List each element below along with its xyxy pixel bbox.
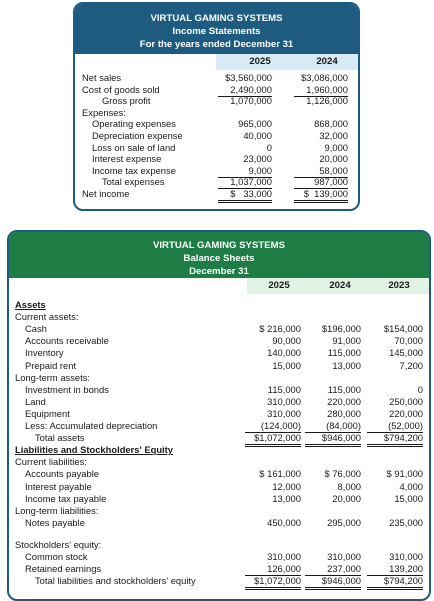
income-value-2024: 987,000 <box>294 176 348 189</box>
balance-row-label: Assets <box>15 299 46 310</box>
balance-value-2023: $794,200 <box>367 432 423 447</box>
balance-value-2023: 15,000 <box>394 492 423 504</box>
income-value-2024: 58,000 <box>294 165 348 178</box>
income-value-2025: 2,490,000 <box>218 84 272 97</box>
balance-value-2025: $1,072,000 <box>245 432 301 447</box>
balance-row <box>9 539 429 551</box>
income-value-2025: 40,000 <box>243 130 272 141</box>
balance-value-2023: 0 <box>417 383 423 395</box>
balance-value-2023: $154,000 <box>383 323 423 335</box>
balance-value-2024: 91,000 <box>332 335 361 347</box>
balance-value-2024: 295,000 <box>327 516 361 528</box>
income-value-2024: 1,126,000 <box>306 95 348 107</box>
balance-value-2025: 13,000 <box>272 492 301 504</box>
balance-value-2025: 310,000 <box>267 395 301 407</box>
balance-value-2024: $946,000 <box>305 432 361 447</box>
balance-sheet-header <box>9 232 429 278</box>
balance-row <box>9 444 429 456</box>
balance-row-label: Investment in bonds <box>25 383 109 395</box>
income-statement-title: Income Statements <box>172 26 261 37</box>
balance-row-label: Income tax payable <box>25 492 107 504</box>
income-row <box>75 130 358 142</box>
balance-row <box>9 323 429 335</box>
balance-value-2024: 8,000 <box>337 480 361 492</box>
balance-value-2024: 115,000 <box>327 347 361 359</box>
income-value-2025: 1,070,000 <box>230 95 272 107</box>
balance-value-2023: 220,000 <box>389 407 423 419</box>
income-row <box>75 153 358 165</box>
income-row-label: Depreciation expense <box>92 130 183 141</box>
income-column-headers <box>216 54 360 70</box>
balance-value-2024: 237,000 <box>305 563 361 576</box>
balance-row <box>9 493 429 505</box>
balance-row-label: Current assets: <box>15 311 79 323</box>
balance-value-2025: 15,000 <box>272 359 301 371</box>
balance-row <box>9 372 429 384</box>
income-row <box>75 142 358 154</box>
income-row-label: Cost of goods sold <box>82 83 160 95</box>
income-value-2024: 32,000 <box>319 130 348 141</box>
balance-row-label: Land <box>25 395 46 407</box>
balance-row <box>9 468 429 480</box>
income-row <box>75 72 358 84</box>
balance-value-2024: (84,000) <box>305 420 361 433</box>
income-value-2025: 23,000 <box>243 153 272 165</box>
balance-row <box>9 563 429 575</box>
balance-value-2024: 115,000 <box>327 383 361 395</box>
balance-value-2024: 20,000 <box>332 492 361 504</box>
income-value-2025: 1,037,000 <box>218 176 272 189</box>
balance-row <box>9 311 429 323</box>
balance-row-label: Common stock <box>25 551 88 562</box>
balance-value-2025: 12,000 <box>272 480 301 492</box>
balance-value-2024: $946,000 <box>305 575 361 590</box>
income-row-label: Loss on sale of land <box>92 141 176 153</box>
balance-row-label: Less: Accumulated depreciation <box>25 420 158 431</box>
balance-row-label: Inventory <box>25 347 64 359</box>
balance-value-2023: $ 91,000 <box>386 468 423 480</box>
balance-value-2025: 140,000 <box>267 347 301 359</box>
income-row <box>75 84 358 96</box>
balance-row <box>9 396 429 408</box>
balance-value-2023: 70,000 <box>394 335 423 347</box>
balance-row-label: Retained earnings <box>25 563 102 575</box>
balance-value-2025: 310,000 <box>267 551 301 562</box>
balance-row <box>9 551 429 563</box>
balance-row-label: Notes payable <box>25 516 85 528</box>
income-row <box>75 95 358 107</box>
balance-row-label: Accounts receivable <box>25 335 109 347</box>
balance-row <box>9 384 429 396</box>
balance-row <box>9 408 429 420</box>
balance-value-2024: 280,000 <box>327 407 361 419</box>
income-row-label: Operating expenses <box>92 118 176 130</box>
balance-value-2025: $1,072,000 <box>245 575 301 590</box>
balance-value-2025: 115,000 <box>267 383 301 395</box>
income-row <box>75 188 358 200</box>
balance-value-2023: $794,200 <box>367 575 423 590</box>
balance-value-2024: 220,000 <box>327 395 361 407</box>
balance-value-2024: 310,000 <box>327 551 361 562</box>
balance-value-2024: 13,000 <box>332 359 361 371</box>
balance-value-2025: (124,000) <box>245 420 301 433</box>
income-row <box>75 118 358 130</box>
balance-value-2024: $196,000 <box>321 323 361 335</box>
income-row <box>75 176 358 188</box>
balance-value-2025: $ 161,000 <box>259 468 301 480</box>
balance-row <box>9 335 429 347</box>
balance-row-label: Total assets <box>35 432 85 444</box>
balance-col-2025: 2025 <box>268 280 290 291</box>
income-value-2024: 868,000 <box>314 118 348 130</box>
income-statement-card <box>73 2 360 211</box>
balance-value-2025: 90,000 <box>272 335 301 347</box>
income-row-label: Income tax expense <box>92 164 176 176</box>
balance-value-2023: 310,000 <box>389 551 423 562</box>
balance-row-label: Stockholders' equity: <box>15 538 102 550</box>
balance-row-label: Long-term liabilities: <box>15 504 99 516</box>
balance-value-2024: $ 76,000 <box>324 468 361 480</box>
income-value-2024: 20,000 <box>319 153 348 165</box>
balance-row-label: Current liabilities: <box>15 456 87 468</box>
income-row-label: Interest expense <box>92 153 162 165</box>
income-statement-header <box>75 4 358 54</box>
income-row-label: Total expenses <box>102 176 165 188</box>
balance-value-2025: $ 216,000 <box>259 323 301 335</box>
balance-row-label: Equipment <box>25 407 70 419</box>
balance-value-2023: 145,000 <box>389 347 423 359</box>
balance-col-2024: 2024 <box>329 280 351 291</box>
balance-value-2023: 250,000 <box>389 395 423 407</box>
balance-row <box>9 299 429 311</box>
income-value-2024: $ 139,000 <box>294 188 348 203</box>
income-row-label: Gross profit <box>102 95 151 107</box>
balance-sheet-title: Balance Sheets <box>183 253 255 264</box>
income-value-2025: 965,000 <box>238 118 272 130</box>
balance-row-label: Accounts payable <box>25 468 100 480</box>
balance-row <box>9 505 429 517</box>
income-value-2025: $ 33,000 <box>218 188 272 203</box>
balance-col-2023: 2023 <box>388 280 410 291</box>
balance-value-2023: 235,000 <box>389 516 423 528</box>
income-value-2024: 1,960,000 <box>294 84 348 97</box>
balance-row-label: Long-term assets: <box>15 371 91 383</box>
balance-value-2023: 7,200 <box>399 359 423 371</box>
balance-period: December 31 <box>189 266 249 277</box>
income-col-2024: 2024 <box>316 56 338 67</box>
income-value-2025: $3,560,000 <box>225 72 272 83</box>
income-row-label: Net sales <box>82 72 122 83</box>
balance-value-2023: (52,000) <box>367 420 423 433</box>
balance-column-headers <box>247 278 431 294</box>
balance-row <box>9 456 429 468</box>
income-row-label: Net income <box>82 188 130 199</box>
income-company-name: VIRTUAL GAMING SYSTEMS <box>150 13 283 24</box>
balance-row-label: Interest payable <box>25 480 92 492</box>
balance-row-label: Total liabilities and stockholders' equity <box>35 575 196 587</box>
balance-value-2023: 139,200 <box>367 563 423 576</box>
balance-row-label: Prepaid rent <box>25 359 77 371</box>
balance-row <box>9 360 429 372</box>
income-row <box>75 165 358 177</box>
income-value-2024: $3,086,000 <box>301 72 348 83</box>
income-value-2025: 0 <box>266 141 272 153</box>
balance-row <box>9 420 429 432</box>
balance-value-2025: 450,000 <box>267 516 301 528</box>
balance-row <box>9 432 429 444</box>
balance-value-2025: 126,000 <box>245 563 301 576</box>
balance-row-label: Liabilities and Stockholders' Equity <box>15 444 173 456</box>
balance-row-label: Cash <box>25 323 47 335</box>
balance-row <box>9 347 429 359</box>
balance-value-2023: 4,000 <box>399 480 423 492</box>
balance-row <box>9 517 429 529</box>
income-row-label: Expenses: <box>82 106 126 118</box>
income-value-2025: 9,000 <box>218 165 272 178</box>
income-period: For the years ended December 31 <box>139 39 294 50</box>
balance-sheet-card <box>7 230 431 601</box>
balance-value-2025: 310,000 <box>267 407 301 419</box>
income-value-2024: 9,000 <box>324 141 348 153</box>
income-col-2025: 2025 <box>249 56 271 67</box>
balance-row <box>9 575 429 587</box>
balance-row <box>9 481 429 493</box>
balance-company-name: VIRTUAL GAMING SYSTEMS <box>152 240 285 251</box>
income-row <box>75 107 358 119</box>
